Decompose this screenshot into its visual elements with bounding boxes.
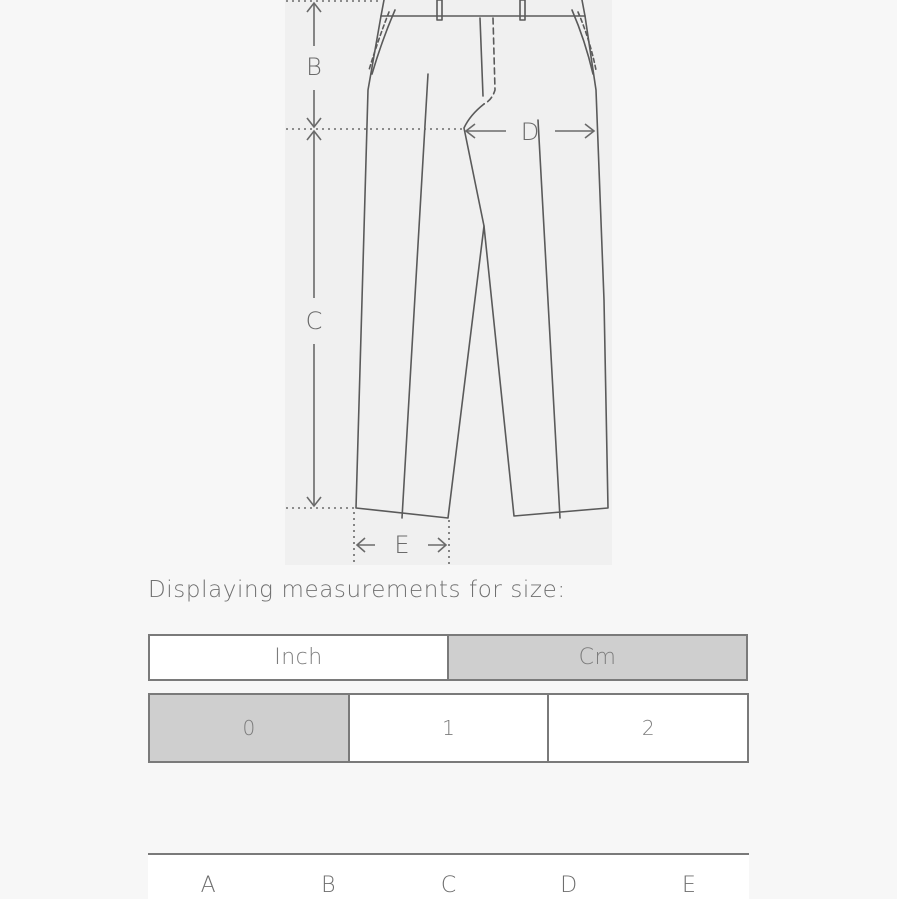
table-header-c: C — [440, 873, 457, 898]
dimension-label-b: B — [306, 53, 322, 81]
size-0-button[interactable]: 0 — [150, 695, 348, 761]
size-2-button[interactable]: 2 — [547, 695, 747, 761]
measurement-table — [148, 853, 749, 899]
unit-toggle — [148, 634, 748, 681]
unit-cm-button[interactable]: Cm — [447, 636, 746, 679]
table-header-d: D — [560, 873, 578, 898]
table-header-b: B — [321, 873, 336, 898]
diagram-backdrop — [285, 0, 612, 565]
size-prompt-text: Displaying measurements for size: — [148, 577, 566, 603]
unit-inch-button[interactable]: Inch — [150, 636, 447, 679]
size-selector — [148, 693, 749, 763]
size-1-button[interactable]: 1 — [348, 695, 548, 761]
table-header-a: A — [200, 873, 216, 898]
dimension-label-e: E — [394, 531, 410, 559]
dimension-label-c: C — [305, 307, 323, 335]
dimension-label-d: D — [520, 118, 540, 146]
table-header-e: E — [681, 873, 696, 898]
